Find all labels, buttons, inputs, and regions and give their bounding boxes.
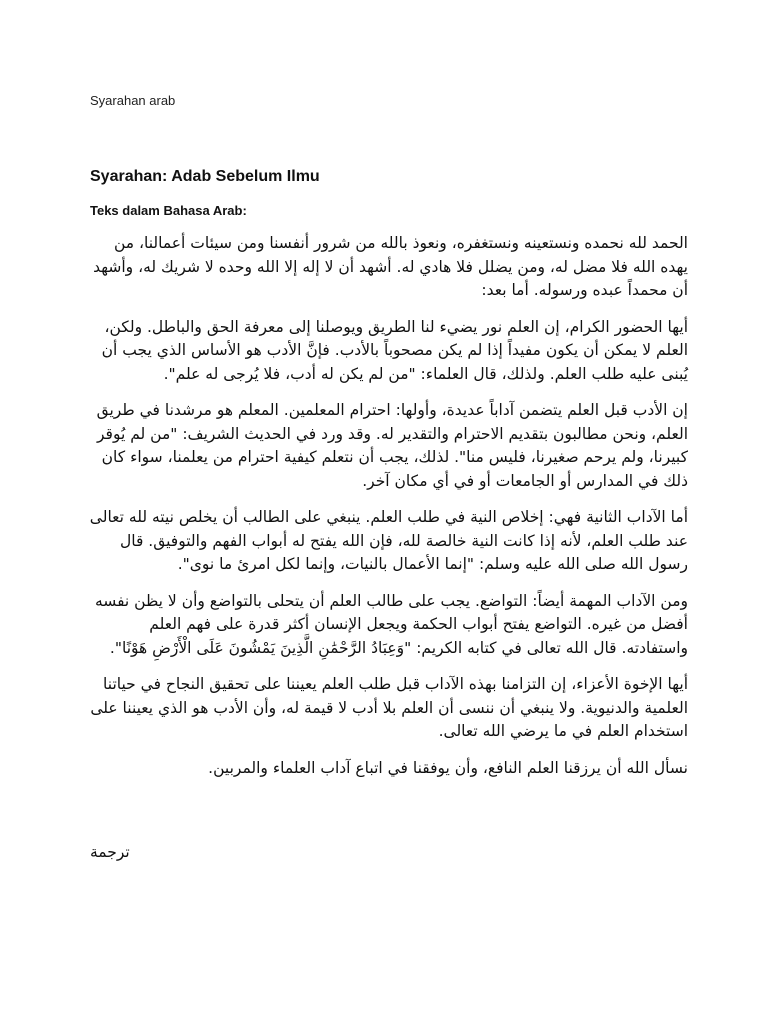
- arabic-paragraph-humility: ومن الآداب المهمة أيضاً: التواضع. يجب على طالب العلم أن يتحلى بالتواضع وأن لا يظن نفسه أفضل من غيره. التواضع يفتح أبواب الحكمة ويجعل الإنسان أكثر قدرة على فهم العلم واستفادته. قال الله تعالى في كتابه الكريم: "وَعِبَادُ الرَّحْمَٰنِ الَّذِينَ يَمْشُونَ عَلَى الْأَرْضِ هَوْنًا".: [94, 591, 688, 657]
- arabic-paragraph-prayer: نسأل الله أن يرزقنا العلم النافع، وأن يوفقنا في اتباع آداب العلماء والمربين.: [208, 758, 688, 777]
- arabic-paragraph-closing: أيها الإخوة الأعزاء، إن التزامنا بهذه الآداب قبل طلب العلم يعيننا على تحقيق النجاح في حياتنا العلمية والدنيوية. ولا ينبغي أن ننسى أن العلم بلا أدب لا قيمة له، وأن الأدب هو الذي يعيننا على استخدام العلم في ما يرضي الله تعالى.: [90, 675, 688, 740]
- arabic-paragraph-knowledge-light: أيها الحضور الكرام، إن العلم نور يضيء لنا الطريق ويوصلنا إلى معرفة الحق والباطل. ولكن، العلم لا يمكن أن يكون مفيداً إذا لم يكن مصحوباً بالأدب. فإنَّ الأدب هو الأساس الذي يجب أن يُبنى عليه طلب العلم. ولذلك، قال العلماء: "من لم يكن له أدب، فلا يُرجى له علم".: [101, 317, 688, 383]
- translation-heading: ترجمة: [90, 843, 130, 861]
- arabic-paragraph-respect-teachers: إن الأدب قبل العلم يتضمن آداباً عديدة، وأولها: احترام المعلمين. المعلم هو مرشدنا في طريق العلم، ونحن مطالبون بتقديم الاحترام والتقدير له. وقد ورد في الحديث الشريف: "من لم يُوقر كبيرنا، ولم يرحم صغيرنا، فليس منا". لذلك، يجب أن نتعلم كيفية احترام من يعلمنا، سواء كان ذلك في المدارس أو الجامعات أو في أي مكان آخر.: [96, 401, 688, 490]
- arabic-text-body: [88, 232, 688, 793]
- arabic-paragraph-opening: الحمد لله نحمده ونستعينه ونستغفره، ونعوذ بالله من شرور أنفسنا ومن سيئات أعمالنا، من يهده الله فلا مضل له، ومن يضلل فلا هادي له. أشهد أن لا إله إلا الله وحده لا شريك له، وأشهد أن محمداً عبده ورسوله. أما بعد:: [93, 234, 688, 299]
- document-header: Syarahan arab: [90, 93, 176, 108]
- document-title: Syarahan: Adab Sebelum Ilmu: [90, 168, 320, 185]
- arabic-paragraph-sincere-intention: أما الآداب الثانية فهي: إخلاص النية في طلب العلم. ينبغي على الطالب أن يخلص نيته لله تعالى عند طلب العلم، لأنه إذا كانت النية خالصة لله، فإن الله يفتح له أبواب الفهم والتوفيق. قال رسول الله صلى الله عليه وسلم: "إنما الأعمال بالنيات، وإنما لكل امرئ ما نوى".: [89, 508, 688, 573]
- document-subtitle: Teks dalam Bahasa Arab:: [90, 203, 247, 218]
